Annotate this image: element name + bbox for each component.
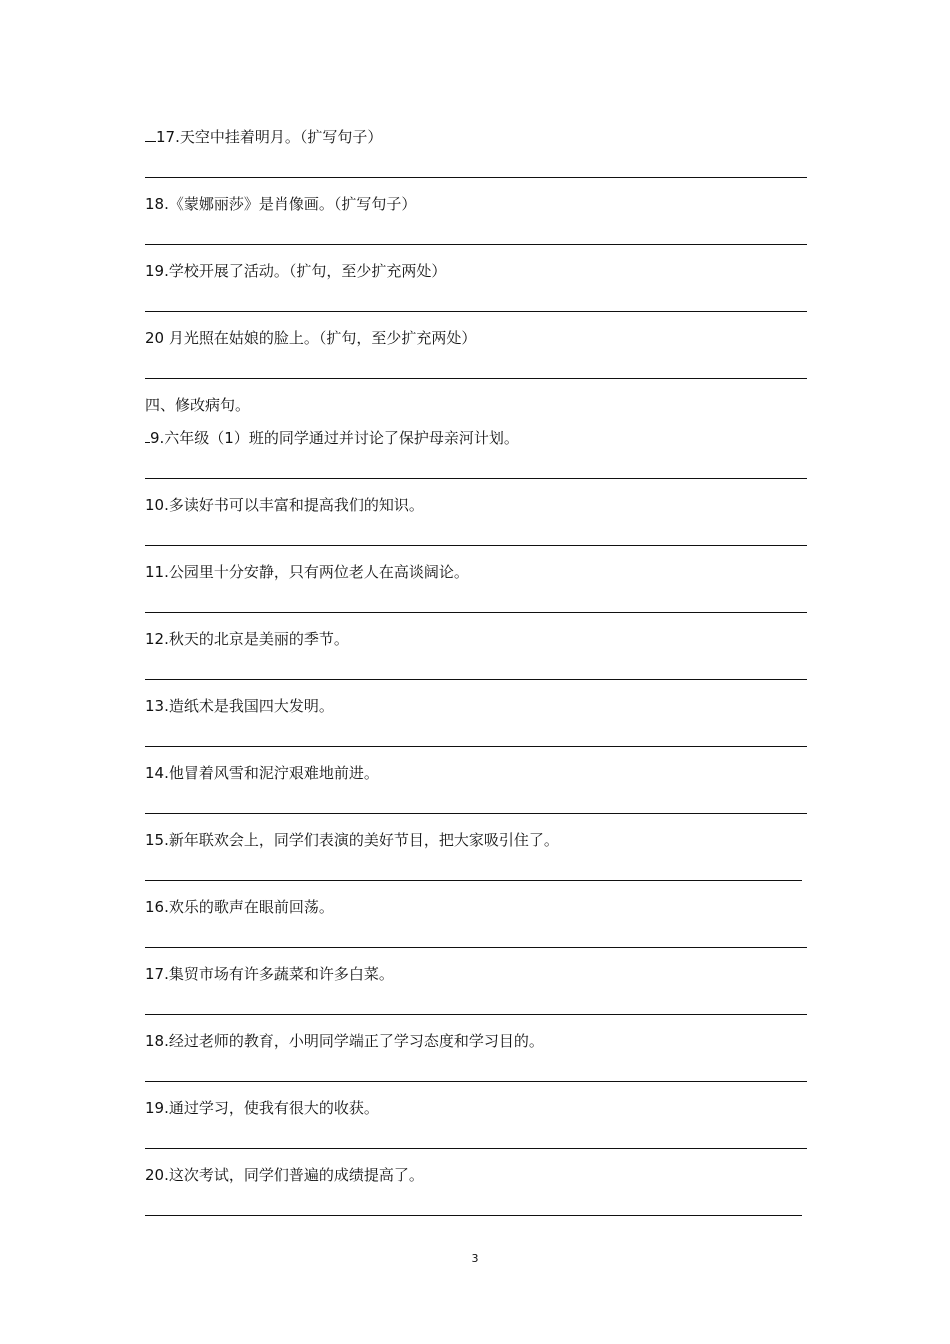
question-correct-12 <box>145 629 349 649</box>
answer-line[interactable] <box>145 545 807 546</box>
question-correct-16 <box>145 897 334 917</box>
question-text: 13.造纸术是我国四大发明。 <box>145 697 334 715</box>
question-correct-15 <box>145 830 559 850</box>
question-correct-11 <box>145 562 469 582</box>
answer-line[interactable] <box>145 813 807 814</box>
question-text: 14.他冒着风雪和泥泞艰难地前进。 <box>145 764 379 782</box>
question-correct-9 <box>145 428 519 448</box>
question-text: 18.《蒙娜丽莎》是肖像画。（扩写句子） <box>145 195 417 213</box>
question-text: 11.公园里十分安静，只有两位老人在高谈阔论。 <box>145 563 469 581</box>
question-text: 9.六年级（1）班的同学通过并讨论了保护母亲河计划。 <box>150 429 519 447</box>
question-correct-13 <box>145 696 334 716</box>
answer-line[interactable] <box>145 177 807 178</box>
question-text: 12.秋天的北京是美丽的季节。 <box>145 630 349 648</box>
answer-line[interactable] <box>145 478 807 479</box>
question-text: 15.新年联欢会上，同学们表演的美好节目，把大家吸引住了。 <box>145 831 559 849</box>
question-text: 17.天空中挂着明月。（扩写句子） <box>156 128 383 146</box>
answer-line[interactable] <box>145 1014 807 1015</box>
answer-line[interactable] <box>145 880 802 881</box>
question-correct-20 <box>145 1165 424 1185</box>
answer-line[interactable] <box>145 746 807 747</box>
question-text: 19.学校开展了活动。（扩句，至少扩充两处） <box>145 262 447 280</box>
section-heading: 四、修改病句。 <box>145 396 251 414</box>
answer-line[interactable] <box>145 378 807 379</box>
question-expand-17 <box>145 127 382 147</box>
question-text: 18.经过老师的教育，小明同学端正了学习态度和学习目的。 <box>145 1032 544 1050</box>
page-number: 3 <box>471 1252 479 1265</box>
question-correct-19 <box>145 1098 379 1118</box>
answer-line[interactable] <box>145 612 807 613</box>
answer-line[interactable] <box>145 244 807 245</box>
answer-line[interactable] <box>145 311 807 312</box>
answer-line[interactable] <box>145 1081 807 1082</box>
question-text: 19.通过学习，使我有很大的收获。 <box>145 1099 379 1117</box>
question-text: 20.这次考试，同学们普遍的成绩提高了。 <box>145 1166 424 1184</box>
answer-line[interactable] <box>145 1148 807 1149</box>
question-text: 10.多读好书可以丰富和提高我们的知识。 <box>145 496 424 514</box>
question-correct-14 <box>145 763 379 783</box>
question-correct-17 <box>145 964 394 984</box>
answer-line[interactable] <box>145 679 807 680</box>
question-text: 20 月光照在姑娘的脸上。（扩句，至少扩充两处） <box>145 329 477 347</box>
question-expand-19 <box>145 261 446 281</box>
question-expand-18 <box>145 194 416 214</box>
question-expand-20 <box>145 328 476 348</box>
question-correct-10 <box>145 495 424 515</box>
question-text: 16.欢乐的歌声在眼前回荡。 <box>145 898 334 916</box>
answer-line[interactable] <box>145 947 807 948</box>
answer-line[interactable] <box>145 1215 802 1216</box>
blank-prefix <box>145 127 156 142</box>
question-correct-18 <box>145 1031 544 1051</box>
question-text: 17.集贸市场有许多蔬菜和许多白菜。 <box>145 965 394 983</box>
